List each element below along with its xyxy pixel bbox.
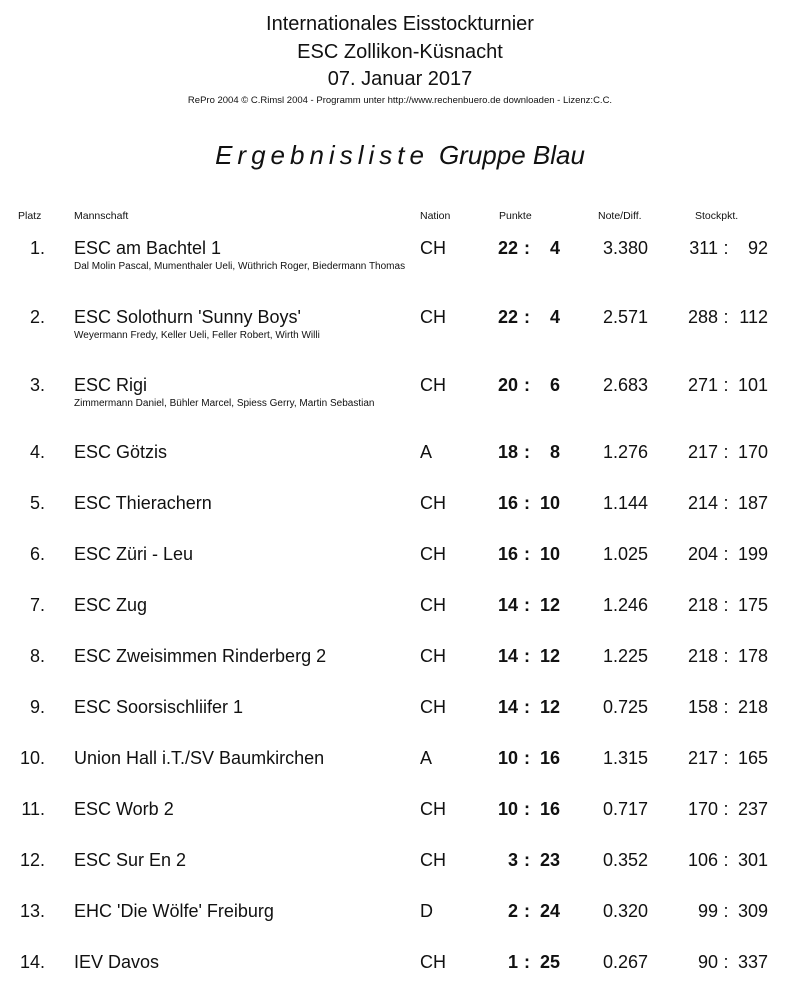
points-for: 18	[497, 442, 518, 462]
team-name: ESC Rigi	[74, 375, 148, 395]
points-separator: :	[524, 952, 530, 972]
points-against: 16	[539, 748, 560, 768]
stock-separator: :	[723, 595, 729, 615]
results-heading	[0, 140, 800, 171]
points-against: 6	[549, 375, 560, 395]
points-against: 23	[539, 850, 560, 870]
nation-cell: CH	[420, 307, 446, 327]
team-name: ESC Worb 2	[74, 799, 174, 819]
points-separator: :	[524, 442, 530, 462]
points-for: 2	[507, 901, 518, 921]
table-row	[0, 237, 800, 277]
team-name: ESC Soorsischliifer 1	[74, 697, 244, 717]
column-header-stockpkt: Stockpkt.	[695, 210, 739, 222]
stock-separator: :	[723, 544, 729, 564]
points-separator: :	[524, 375, 530, 395]
results-heading-label: Ergebnisliste	[215, 140, 429, 170]
points-against: 16	[539, 799, 560, 819]
note-diff: 2.683	[602, 375, 648, 395]
stock-points-for: 99	[697, 901, 718, 921]
points-against: 12	[539, 595, 560, 615]
points-for: 14	[497, 697, 518, 717]
stock-points-against: 112	[739, 307, 768, 327]
stock-points-for: 271	[687, 375, 718, 395]
rank-cell: 3.	[29, 375, 45, 395]
note-diff: 0.725	[602, 697, 648, 717]
stock-separator: :	[723, 697, 729, 717]
team-players: Dal Molin Pascal, Mumenthaler Ueli, Wüthrich Roger, Biedermann Thomas	[74, 261, 406, 272]
table-row	[0, 849, 800, 889]
points-for: 14	[497, 595, 518, 615]
stock-points-for: 170	[687, 799, 718, 819]
points-for: 3	[507, 850, 518, 870]
points-against: 4	[549, 238, 560, 258]
points-separator: :	[524, 493, 530, 513]
note-diff: 2.571	[602, 307, 648, 327]
stock-separator: :	[723, 748, 729, 768]
points-against: 4	[549, 307, 560, 327]
nation-cell: CH	[420, 697, 446, 717]
team-players: Weyermann Fredy, Keller Ueli, Feller Robert, Wirth Willi	[74, 330, 320, 341]
table-row	[0, 900, 800, 940]
tournament-title: Internationales Eisstockturnier	[266, 13, 534, 35]
points-for: 10	[497, 748, 518, 768]
nation-cell: A	[420, 748, 433, 768]
note-diff: 1.246	[602, 595, 648, 615]
table-row	[0, 374, 800, 414]
team-name: ESC Sur En 2	[74, 850, 187, 870]
stock-points-for: 217	[687, 442, 718, 462]
column-header-note: Note/Diff.	[598, 210, 642, 222]
stock-points-for: 218	[687, 646, 718, 666]
stock-points-against: 175	[737, 595, 768, 615]
team-name: ESC Zug	[74, 595, 148, 615]
rank-cell: 10.	[19, 748, 45, 768]
column-header-punkte: Punkte	[499, 210, 532, 222]
nation-cell: A	[420, 442, 433, 462]
rank-cell: 2.	[29, 307, 45, 327]
stock-points-against: 237	[737, 799, 768, 819]
nation-cell: CH	[420, 595, 446, 615]
rank-cell: 6.	[29, 544, 45, 564]
team-name: ESC Solothurn 'Sunny Boys'	[74, 307, 301, 327]
points-for: 10	[497, 799, 518, 819]
rank-cell: 11.	[21, 799, 45, 819]
note-diff: 1.025	[602, 544, 648, 564]
points-separator: :	[524, 799, 530, 819]
nation-cell: CH	[420, 850, 446, 870]
column-header-platz: Platz	[18, 210, 42, 222]
points-separator: :	[524, 646, 530, 666]
stock-separator: :	[723, 238, 729, 258]
team-name: ESC Thierachern	[74, 493, 212, 513]
stock-points-against: 101	[737, 375, 768, 395]
stock-points-for: 106	[687, 850, 718, 870]
stock-points-for: 311	[689, 238, 718, 258]
note-diff: 1.315	[602, 748, 648, 768]
table-row	[0, 543, 800, 583]
stock-points-against: 309	[737, 901, 768, 921]
points-against: 12	[539, 697, 560, 717]
stock-points-for: 218	[687, 595, 718, 615]
table-row	[0, 594, 800, 634]
points-separator: :	[524, 595, 530, 615]
rank-cell: 5.	[29, 493, 45, 513]
note-diff: 1.225	[602, 646, 648, 666]
note-diff: 1.144	[602, 493, 648, 513]
points-against: 8	[549, 442, 560, 462]
stock-separator: :	[723, 442, 729, 462]
nation-cell: CH	[420, 952, 446, 972]
nation-cell: CH	[420, 375, 446, 395]
rank-cell: 12.	[19, 850, 45, 870]
stock-points-against: 337	[737, 952, 768, 972]
stock-points-against: 218	[737, 697, 768, 717]
points-against: 24	[539, 901, 560, 921]
note-diff: 1.276	[602, 442, 648, 462]
stock-separator: :	[723, 952, 729, 972]
stock-points-against: 92	[747, 238, 768, 258]
nation-cell: CH	[420, 238, 446, 258]
rank-cell: 7.	[29, 595, 45, 615]
team-name: ESC Züri - Leu	[74, 544, 194, 564]
points-for: 22	[497, 307, 518, 327]
table-row	[0, 951, 800, 991]
team-name: ESC Götzis	[74, 442, 168, 462]
table-row	[0, 441, 800, 481]
points-for: 16	[497, 493, 518, 513]
stock-separator: :	[723, 799, 729, 819]
stock-points-for: 214	[687, 493, 718, 513]
nation-cell: CH	[420, 544, 446, 564]
column-header-mannschaft: Mannschaft	[74, 210, 129, 222]
note-diff: 0.320	[602, 901, 648, 921]
software-credit: RePro 2004 © C.Rimsl 2004 - Programm unter http://www.rechenbuero.de downloaden - Lizenz:C.C.	[187, 95, 613, 106]
host-club: ESC Zollikon-Küsnacht	[297, 41, 503, 63]
stock-points-for: 288	[687, 307, 718, 327]
points-separator: :	[524, 901, 530, 921]
stock-points-against: 170	[737, 442, 768, 462]
points-separator: :	[524, 697, 530, 717]
stock-points-against: 187	[737, 493, 768, 513]
stock-points-for: 217	[687, 748, 718, 768]
points-for: 1	[507, 952, 518, 972]
nation-cell: CH	[420, 646, 446, 666]
table-row	[0, 645, 800, 685]
nation-cell: CH	[420, 799, 446, 819]
note-diff: 0.267	[602, 952, 648, 972]
team-name: IEV Davos	[74, 952, 160, 972]
stock-separator: :	[723, 850, 729, 870]
stock-points-against: 178	[737, 646, 768, 666]
nation-cell: D	[420, 901, 433, 921]
points-separator: :	[524, 238, 530, 258]
table-row	[0, 747, 800, 787]
team-name: EHC 'Die Wölfe' Freiburg	[74, 901, 274, 921]
points-against: 10	[539, 544, 560, 564]
points-for: 22	[497, 238, 518, 258]
points-for: 20	[497, 375, 518, 395]
team-players: Zimmermann Daniel, Bühler Marcel, Spiess Gerry, Martin Sebastian	[74, 398, 375, 409]
team-name: ESC Zweisimmen Rinderberg 2	[74, 646, 327, 666]
points-against: 25	[539, 952, 560, 972]
team-name: Union Hall i.T./SV Baumkirchen	[74, 748, 325, 768]
team-name: ESC am Bachtel 1	[74, 238, 222, 258]
note-diff: 3.380	[602, 238, 648, 258]
table-row	[0, 798, 800, 838]
points-for: 16	[497, 544, 518, 564]
column-header-nation: Nation	[420, 210, 451, 222]
points-separator: :	[524, 850, 530, 870]
rank-cell: 14.	[19, 952, 45, 972]
points-separator: :	[524, 748, 530, 768]
rank-cell: 4.	[29, 442, 45, 462]
stock-points-for: 158	[687, 697, 718, 717]
stock-separator: :	[723, 375, 729, 395]
points-for: 14	[497, 646, 518, 666]
tournament-date: 07. Januar 2017	[327, 68, 473, 90]
rank-cell: 9.	[29, 697, 45, 717]
rank-cell: 13.	[19, 901, 45, 921]
stock-points-against: 165	[737, 748, 768, 768]
points-separator: :	[524, 307, 530, 327]
stock-separator: :	[723, 307, 729, 327]
note-diff: 0.352	[602, 850, 648, 870]
table-row	[0, 696, 800, 736]
table-row	[0, 306, 800, 346]
rank-cell: 1.	[29, 238, 45, 258]
stock-separator: :	[723, 493, 729, 513]
points-against: 10	[539, 493, 560, 513]
nation-cell: CH	[420, 493, 446, 513]
stock-points-against: 301	[737, 850, 768, 870]
stock-separator: :	[723, 901, 729, 921]
stock-separator: :	[723, 646, 729, 666]
stock-points-for: 90	[697, 952, 718, 972]
table-row	[0, 492, 800, 532]
points-against: 12	[539, 646, 560, 666]
group-name: Gruppe Blau	[438, 140, 585, 170]
stock-points-for: 204	[687, 544, 718, 564]
stock-points-against: 199	[737, 544, 768, 564]
points-separator: :	[524, 544, 530, 564]
rank-cell: 8.	[29, 646, 45, 666]
note-diff: 0.717	[602, 799, 648, 819]
